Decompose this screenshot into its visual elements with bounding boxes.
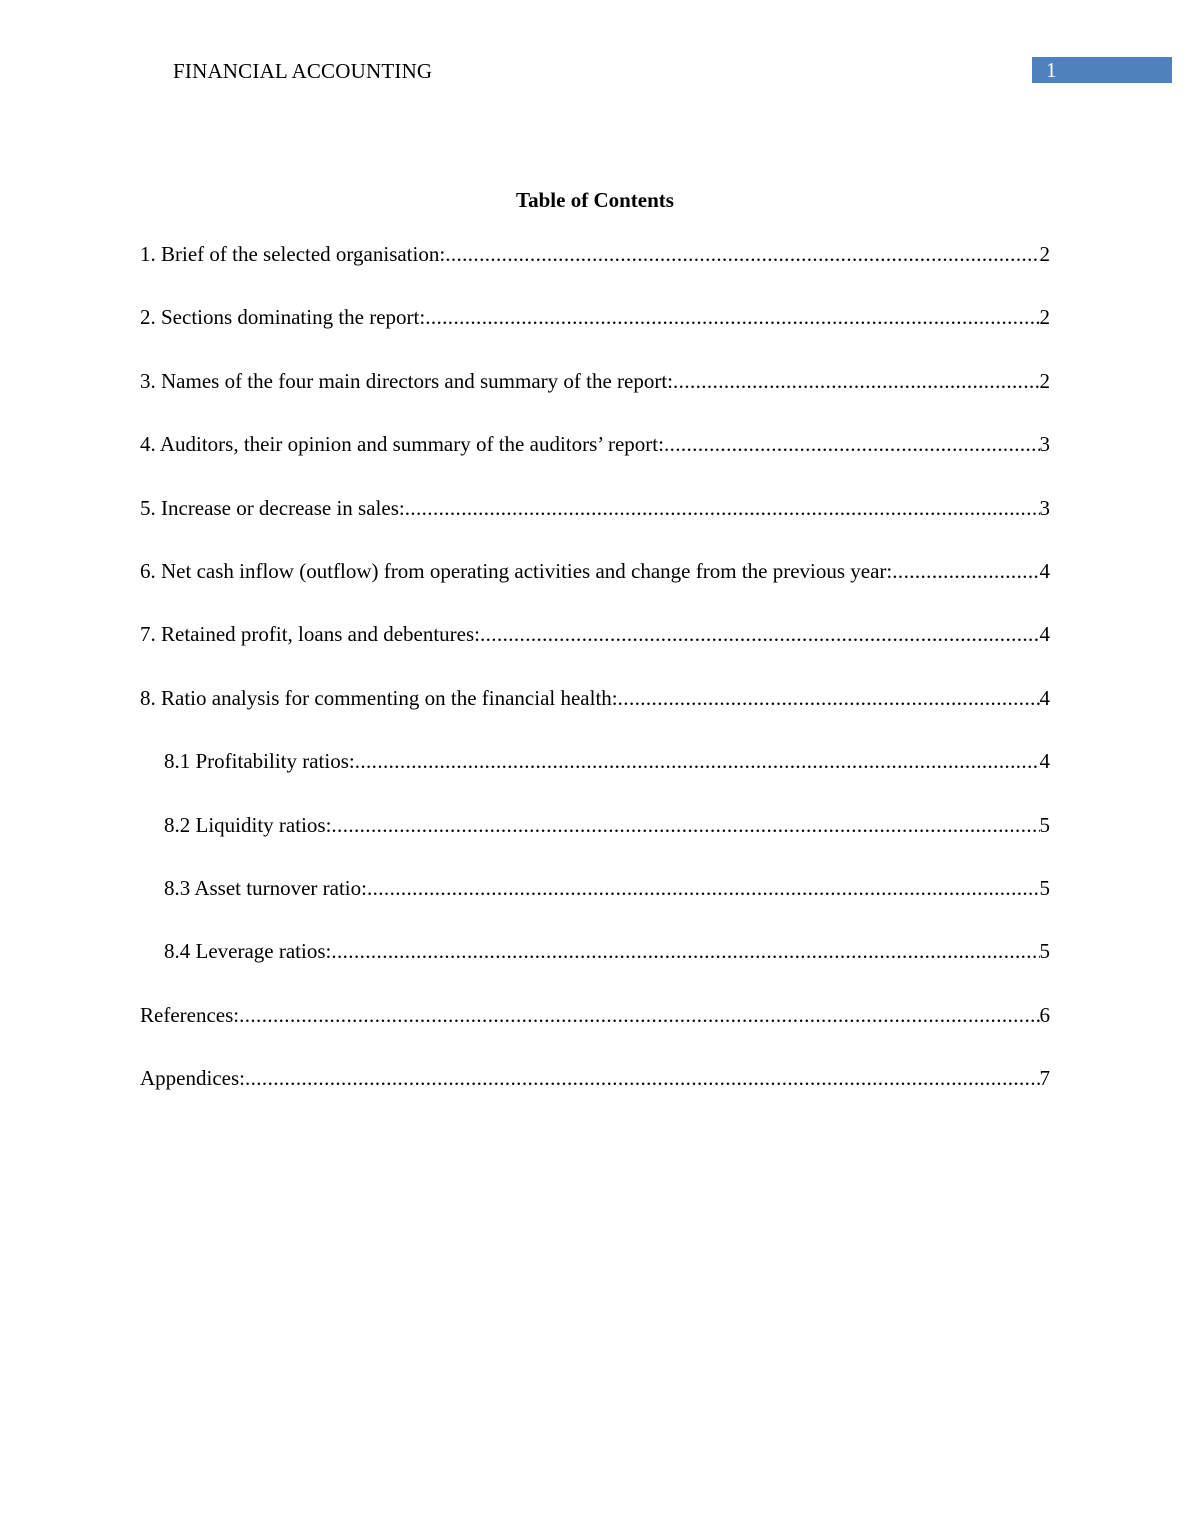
toc-entry-auditors-opinion[interactable] (140, 430, 1050, 493)
toc-entry-page: 5 (1039, 939, 1050, 964)
toc-entry-page: 5 (1039, 875, 1050, 900)
toc-dot-leader (355, 747, 1040, 775)
toc-heading: Table of Contents (516, 188, 674, 212)
toc-entry-page: 2 (1039, 305, 1050, 330)
table-of-contents (140, 240, 1050, 1127)
toc-dot-leader (245, 1064, 1040, 1092)
toc-entry-net-cash-inflow[interactable] (140, 557, 1050, 620)
toc-dot-leader (367, 874, 1040, 902)
toc-entry-directors-summary[interactable] (140, 367, 1050, 430)
toc-entry-label: 8.4 Leverage ratios: (164, 939, 332, 964)
toc-dot-leader (445, 240, 1039, 268)
toc-entry-page: 4 (1039, 558, 1050, 583)
toc-entry-label: References: (140, 1002, 240, 1027)
toc-entry-retained-profit[interactable] (140, 620, 1050, 683)
toc-entry-ratio-analysis[interactable] (140, 684, 1050, 747)
toc-entry-label: Appendices: (140, 1066, 245, 1091)
toc-dot-leader (892, 557, 1039, 585)
toc-entry-leverage-ratios[interactable] (140, 937, 1050, 1000)
toc-entry-label: 7. Retained profit, loans and debentures: (140, 622, 480, 647)
toc-entry-label: 2. Sections dominating the report: (140, 305, 426, 330)
toc-entry-page: 3 (1039, 495, 1050, 520)
running-header-title: FINANCIAL ACCOUNTING (173, 59, 433, 83)
toc-entry-page: 4 (1039, 622, 1050, 647)
toc-entry-liquidity-ratios[interactable] (140, 811, 1050, 874)
toc-entry-label: 1. Brief of the selected organisation: (140, 242, 446, 266)
toc-entry-label: 5. Increase or decrease in sales: (140, 495, 405, 520)
toc-dot-leader (405, 494, 1040, 522)
toc-dot-leader (331, 937, 1039, 965)
toc-entry-page: 4 (1039, 749, 1050, 774)
toc-entry-appendices[interactable] (140, 1064, 1050, 1127)
page-number-badge: 1 (1032, 57, 1172, 83)
toc-entry-page: 2 (1039, 242, 1050, 266)
toc-entry-sales-change[interactable] (140, 494, 1050, 557)
toc-entry-label: 4. Auditors, their opinion and summary of the auditors’ report: (140, 432, 664, 457)
toc-entry-profitability-ratios[interactable] (140, 747, 1050, 810)
toc-entry-label: 3. Names of the four main directors and summary of the report: (140, 368, 674, 393)
toc-dot-leader (239, 1001, 1039, 1029)
toc-entry-page: 2 (1039, 368, 1050, 393)
toc-entry-references[interactable] (140, 1001, 1050, 1064)
toc-entry-brief-organisation[interactable] (140, 240, 1050, 303)
toc-dot-leader (664, 430, 1040, 458)
toc-entry-label: 8.3 Asset turnover ratio: (164, 875, 367, 900)
toc-entry-label: 6. Net cash inflow (outflow) from operating activities and change from the previous year: (140, 558, 893, 583)
toc-dot-leader (331, 811, 1039, 839)
toc-dot-leader (618, 684, 1040, 712)
toc-entry-label: 8.1 Profitability ratios: (164, 749, 355, 774)
toc-entry-page: 3 (1039, 432, 1050, 457)
toc-entry-page: 6 (1039, 1002, 1050, 1027)
toc-entry-page: 7 (1039, 1066, 1050, 1091)
toc-dot-leader (425, 303, 1039, 331)
toc-entry-page: 4 (1039, 685, 1050, 710)
toc-entry-label: 8. Ratio analysis for commenting on the financial health: (140, 685, 618, 710)
toc-dot-leader (480, 620, 1040, 648)
toc-entry-asset-turnover-ratio[interactable] (140, 874, 1050, 937)
toc-entry-page: 5 (1039, 812, 1050, 837)
toc-dot-leader (673, 367, 1039, 395)
toc-entry-label: 8.2 Liquidity ratios: (164, 812, 332, 837)
toc-entry-sections-dominating[interactable] (140, 303, 1050, 366)
